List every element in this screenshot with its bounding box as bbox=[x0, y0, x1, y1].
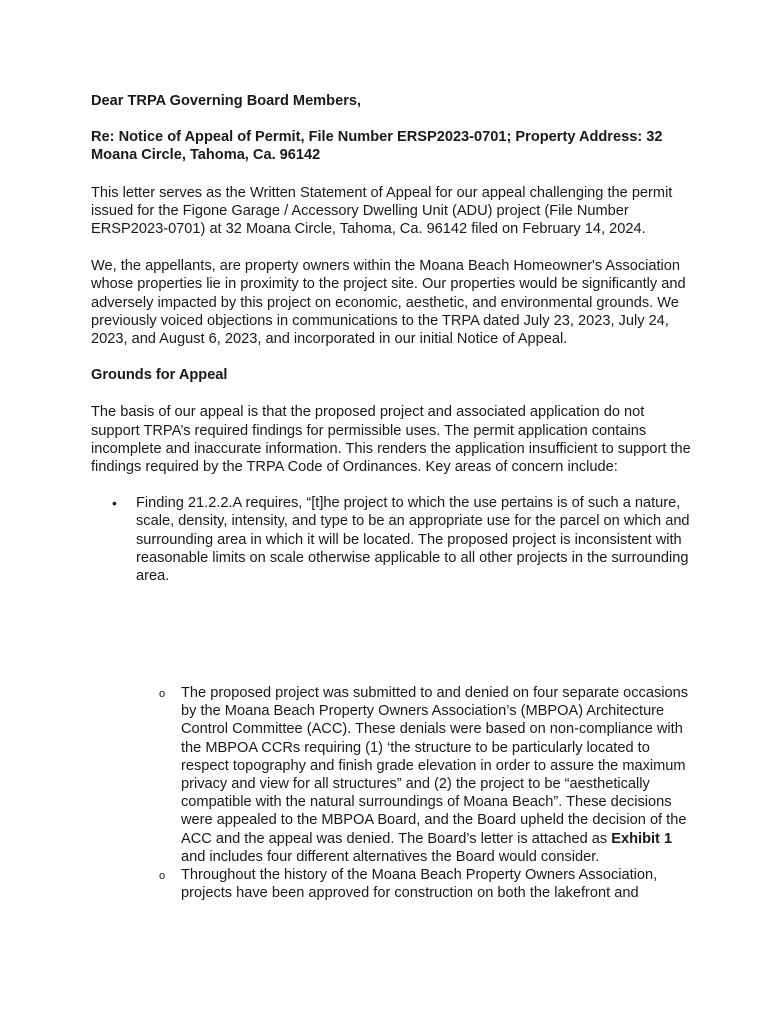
sub-finding-text-after: and includes four different alternatives the Board would consider. bbox=[181, 848, 600, 865]
re-line: Re: Notice of Appeal of Permit, File Number ERSP2023-0701; Property Address: 32 Moana Circle, Tahoma, Ca. 96142 bbox=[91, 129, 663, 164]
bullet-icon: • bbox=[112, 495, 117, 512]
sub-findings-list bbox=[91, 684, 691, 902]
circle-bullet-icon: o bbox=[159, 870, 166, 883]
list-item bbox=[91, 684, 691, 866]
grounds-heading: Grounds for Appeal bbox=[91, 367, 228, 384]
circle-bullet-icon: o bbox=[159, 688, 166, 700]
exhibit-reference: Exhibit 1 bbox=[611, 830, 673, 847]
list-item bbox=[91, 494, 691, 585]
greeting: Dear TRPA Governing Board Members, bbox=[91, 93, 362, 109]
sub-finding-text: Throughout the history of the Moana Beach Property Owners Association, projects have been approved for construction on both the lakefront and bbox=[181, 867, 658, 902]
findings-list bbox=[91, 494, 691, 585]
letter-body bbox=[91, 92, 691, 585]
sub-finding-text-before: The proposed project was submitted to and denied on four separate occasions by the Moana Beach Property Owners Association’s (MBPOA) Architecture Control Committee (ACC). These denials were based on non-compliance with the MBPOA CCRs requiring (1) ‘the structure to be particularly located to respect topography and finish grade elevation in order to assure the maximum privacy and view for all structures” and (2) the project to be “aesthetically compatible with the natural surroundings of Moana Beach”. These decisions were appealed to the MBPOA Board, and the Board upheld the decision of the ACC and the appeal was denied. The Board’s letter is attached as bbox=[181, 685, 689, 847]
basis-paragraph: The basis of our appeal is that the proposed project and associated application do not support TRPA’s required findings for permissible uses. The permit application contains incomplete and inaccurate information. This renders the application insufficient to support the findings required by the TRPA Code of Ordinances. Key areas of concern include: bbox=[91, 404, 691, 476]
appellants-paragraph: We, the appellants, are property owners within the Moana Beach Homeowner's Association whose properties lie in proximity to the project site. Our properties would be significantly and adversely impacted by this project on economic, aesthetic, and environmental grounds. We previously voiced objections in communications to the TRPA dated July 23, 2023, July 24, 2023, and August 6, 2023, and incorporated in our initial Notice of Appeal. bbox=[91, 258, 686, 348]
list-item bbox=[91, 866, 691, 902]
intro-paragraph: This letter serves as the Written Statement of Appeal for our appeal challenging the permit issued for the Figone Garage / Accessory Dwelling Unit (ADU) project (File Number ERSP2023-0701) at 32 Moana Circle, Tahoma, Ca. 96142 filed on February 14, 2024. bbox=[91, 184, 673, 238]
finding-text: Finding 21.2.2.A requires, “[t]he project to which the use pertains is of such a nature, scale, density, intensity, and type to be an appropriate use for the parcel on which and surrounding area in which it will be located. The proposed project is inconsistent with reasonable limits on scale otherwise applicable to all other projects in the surrounding area. bbox=[136, 495, 690, 585]
